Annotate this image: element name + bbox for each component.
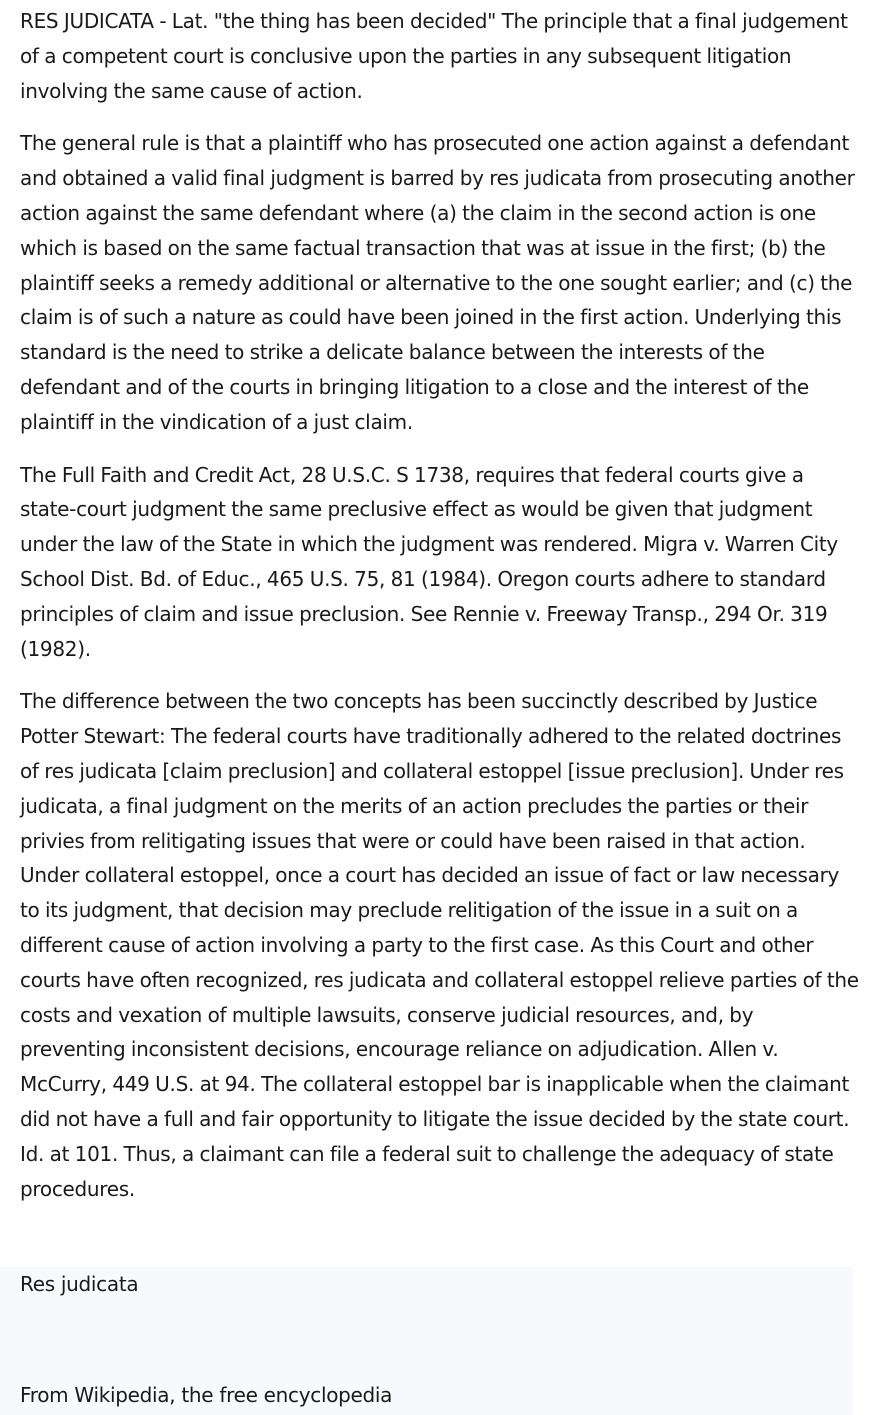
general-rule-paragraph: The general rule is that a plaintiff who has prosecuted one action against a defendant and obtained a valid final judgment is barred by res judicata from prosecuting another action against the same defendant where (a) the claim in the second action is one which is based on the same factual transaction that was at issue in the first; (b) the plaintiff seeks a remedy additional or alternative to the one sought earlier; and (c) the claim is of such a nature as could have been joined in the first action. Underlying this standard is the need to strike a delicate balance between the interests of the defendant and of the courts in bringing litigation to a close and the interest of the plaintiff in the vindication of a just claim. [20,131,855,434]
wikipedia-source-line: From Wikipedia, the free encyclopedia [20,1383,393,1407]
concepts-difference-paragraph: The difference between the two concepts has been succinctly described by Justice Potter Stewart: The federal courts have traditionally adhered to the related doctrines of res judicata [claim preclusion] and collateral estoppel [issue preclusion]. Under res judicata, a final judgment on the merits of an action precludes the parties or their privies from relitigating issues that were or could have been raised in that action. Under collateral estoppel, once a court has decided an issue of fact or law necessary to its judgment, that decision may preclude relitigation of the issue in a suit on a different cause of action involving a party to the first case. As this Court and other courts have often recognized, res judicata and collateral estoppel relieve parties of the costs and vexation of multiple lawsuits, conserve judicial resources, and, by preventing inconsistent decisions, encourage reliance on adjudication. Allen v. McCurry, 449 U.S. at 94. The collateral estoppel bar is inapplicable when the claimant did not have a full and fair opportunity to litigate the issue decided by the state court. Id. at 101. Thus, a claimant can file a federal suit to challenge the adequacy of state procedures. [20,689,859,1201]
article-body [20,4,860,1224]
definition-paragraph: RES JUDICATA - Lat. "the thing has been decided" The principle that a final judgement of a competent court is conclusive upon the parties in any subsequent litigation involving the same cause of action. [20,9,848,103]
wikipedia-article-title: Res judicata [20,1272,139,1296]
full-faith-credit-paragraph: The Full Faith and Credit Act, 28 U.S.C. S 1738, requires that federal courts give a state-court judgment the same preclusive effect as would be given that judgment under the law of the State in which the judgment was rendered. Migra v. Warren City School Dist. Bd. of Educ., 465 U.S. 75, 81 (1984). Oregon courts adhere to standard principles of claim and issue preclusion. See Rennie v. Freeway Transp., 294 Or. 319 (1982). [20,462,838,661]
